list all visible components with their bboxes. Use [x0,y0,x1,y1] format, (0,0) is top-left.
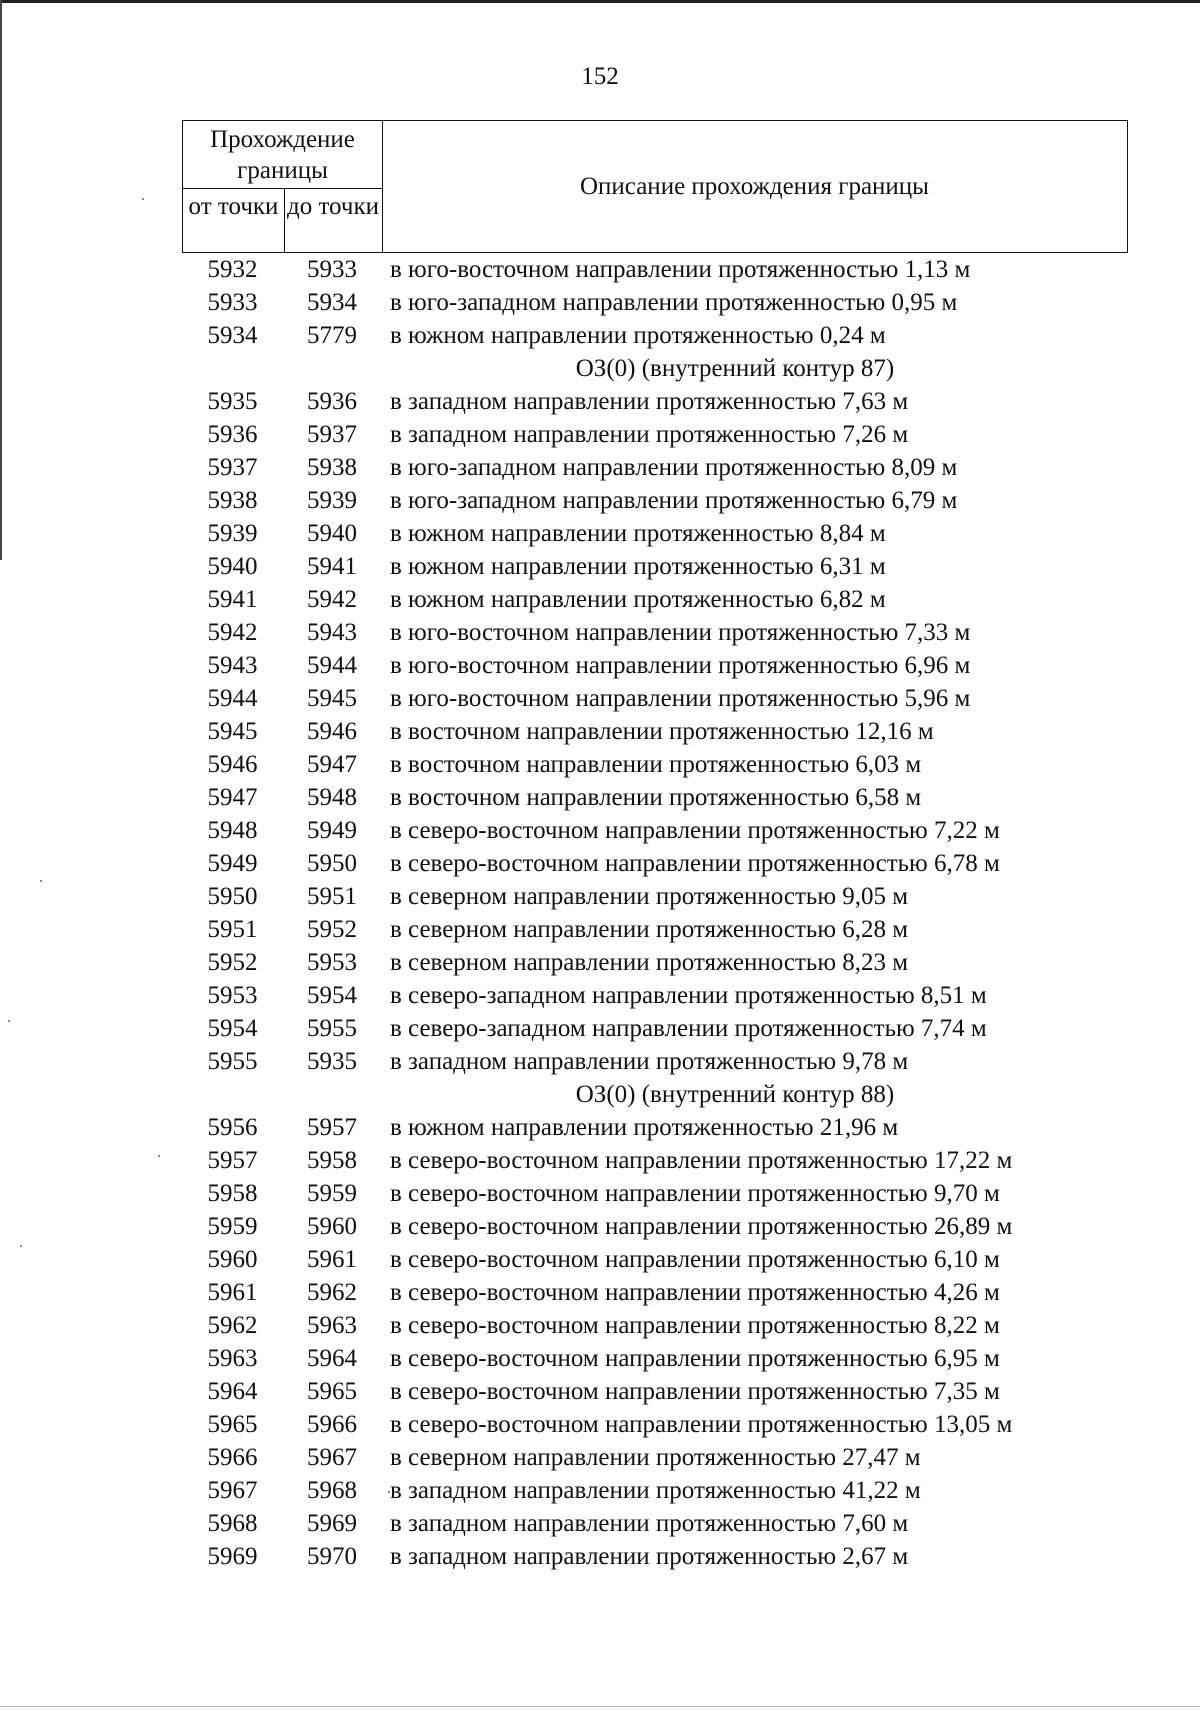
from-point-cell: 5965 [207,1411,258,1438]
description-cell: в юго-восточном направлении протяженностью 7,33 м [390,619,971,646]
header-from-point: от точки [188,193,279,220]
from-point-cell: 5933 [207,289,258,316]
to-point-cell: 5938 [307,454,357,481]
to-point-cell: 5964 [307,1345,357,1372]
table-row [182,748,1128,781]
header-to-point: до точки [286,193,380,220]
from-point-cell: 5950 [207,883,258,910]
from-point-cell: 5946 [207,751,258,778]
header-passage: Прохождение границы [210,126,355,184]
description-cell: в северо-восточном направлении протяженностью 7,35 м [390,1378,1000,1405]
table-row [182,1408,1128,1441]
description-cell: в северном направлении протяженностью 8,23 м [390,949,909,976]
from-point-cell: 5963 [207,1345,258,1372]
to-point-cell: 5965 [307,1378,357,1405]
table-row [182,649,1128,682]
table-row [182,847,1128,880]
description-cell: в юго-западном направлении протяженностью 0,95 м [390,289,958,316]
table-row [182,1507,1128,1540]
description-cell: в западном направлении протяженностью 41,22 м [390,1477,921,1504]
description-cell: в юго-западном направлении протяженностью 8,09 м [390,454,958,481]
table-row [182,1210,1128,1243]
description-cell: в северном направлении протяженностью 9,05 м [390,883,909,910]
from-point-cell: 5957 [207,1147,258,1174]
description-cell: в северо-восточном направлении протяженностью 9,70 м [390,1180,1000,1207]
to-point-cell: 5942 [307,586,357,613]
description-cell: в северо-восточном направлении протяженностью 8,22 м [390,1312,1000,1339]
scan-bottom-edge [0,1706,1200,1707]
table-row [182,319,1128,352]
from-point-cell: 5961 [207,1279,258,1306]
page-number: 152 [581,63,619,90]
description-cell: в северо-восточном направлении протяженностью 4,26 м [390,1279,1000,1306]
to-point-cell: 5968 [307,1477,357,1504]
from-point-cell: 5951 [207,916,258,943]
header-divider [183,188,382,189]
table-row [182,583,1128,616]
to-point-cell: 5947 [307,751,357,778]
table-row [182,1177,1128,1210]
to-point-cell: 5779 [307,322,357,349]
to-point-cell: 5941 [307,553,357,580]
header-description: Описание прохождения границы [580,173,929,200]
table-row [182,1441,1128,1474]
table-header [182,120,1128,253]
description-cell: в северо-восточном направлении протяженностью 6,78 м [390,850,1000,877]
from-point-cell: 5966 [207,1444,258,1471]
description-cell: в восточном направлении протяженностью 6,03 м [390,751,922,778]
from-point-cell: 5953 [207,982,258,1009]
table-row [182,1474,1128,1507]
to-point-cell: 5939 [307,487,357,514]
from-point-cell: 5945 [207,718,258,745]
from-point-cell: 5941 [207,586,258,613]
to-point-cell: 5946 [307,718,357,745]
table-row [182,517,1128,550]
description-cell: в южном направлении протяженностью 21,96 м [390,1114,899,1141]
description-cell: в западном направлении протяженностью 7,63 м [390,388,909,415]
from-point-cell: 5942 [207,619,258,646]
table-row [182,781,1128,814]
table-row [182,682,1128,715]
scan-speck [20,1245,22,1247]
from-point-cell: 5932 [207,256,258,283]
table-row [182,1375,1128,1408]
to-point-cell: 5957 [307,1114,357,1141]
table-row [182,385,1128,418]
table-row [182,1540,1128,1573]
from-point-cell: 5943 [207,652,258,679]
description-cell: в северо-восточном направлении протяженностью 7,22 м [390,817,1000,844]
boundary-table [182,120,1128,1573]
description-cell: в северо-восточном направлении протяженностью 26,89 м [390,1213,1013,1240]
from-point-cell: 5935 [207,388,258,415]
description-cell: в восточном направлении протяженностью 12,16 м [390,718,934,745]
to-point-cell: 5945 [307,685,357,712]
to-point-cell: 5958 [307,1147,357,1174]
description-cell: в северо-восточном направлении протяженностью 17,22 м [390,1147,1013,1174]
table-row [182,913,1128,946]
table-row [182,946,1128,979]
table-row [182,550,1128,583]
to-point-cell: 5969 [307,1510,357,1537]
description-cell: в северо-западном направлении протяженностью 7,74 м [390,1015,987,1042]
to-point-cell: 5955 [307,1015,357,1042]
table-row [182,715,1128,748]
table-row [182,880,1128,913]
section-heading: ОЗ(0) (внутренний контур 88) [575,1081,895,1108]
table-row [182,1045,1128,1078]
table-row [182,1144,1128,1177]
to-point-cell: 5936 [307,388,357,415]
to-point-cell: 5940 [307,520,357,547]
to-point-cell: 5937 [307,421,357,448]
to-point-cell: 5959 [307,1180,357,1207]
table-row [182,451,1128,484]
from-point-cell: 5962 [207,1312,258,1339]
from-point-cell: 5952 [207,949,258,976]
to-point-cell: 5934 [307,289,357,316]
to-point-cell: 5948 [307,784,357,811]
from-point-cell: 5960 [207,1246,258,1273]
table-row [182,286,1128,319]
scan-speck [142,198,144,200]
from-point-cell: 5948 [207,817,258,844]
description-cell: в южном направлении протяженностью 0,24 м [390,322,886,349]
description-cell: в юго-восточном направлении протяженностью 1,13 м [390,256,971,283]
description-cell: в северном направлении протяженностью 6,28 м [390,916,909,943]
to-point-cell: 5954 [307,982,357,1009]
from-point-cell: 5947 [207,784,258,811]
to-point-cell: 5966 [307,1411,357,1438]
table-row [182,1111,1128,1144]
to-point-cell: 5961 [307,1246,357,1273]
to-point-cell: 5944 [307,652,357,679]
to-point-cell: 5962 [307,1279,357,1306]
from-point-cell: 5936 [207,421,258,448]
description-cell: в северо-восточном направлении протяженностью 13,05 м [390,1411,1013,1438]
description-cell: в юго-западном направлении протяженностью 6,79 м [390,487,958,514]
from-point-cell: 5938 [207,487,258,514]
to-point-cell: 5967 [307,1444,357,1471]
table-row [182,1309,1128,1342]
from-point-cell: 5944 [207,685,258,712]
table-row [182,979,1128,1012]
description-cell: в восточном направлении протяженностью 6,58 м [390,784,922,811]
description-cell: в северо-восточном направлении протяженностью 6,95 м [390,1345,1000,1372]
table-row [182,418,1128,451]
table-row [182,253,1128,286]
table-row [182,1012,1128,1045]
description-cell: в южном направлении протяженностью 6,31 м [390,553,886,580]
to-point-cell: 5960 [307,1213,357,1240]
from-point-cell: 5964 [207,1378,258,1405]
description-cell: в южном направлении протяженностью 8,84 м [390,520,886,547]
from-point-cell: 5959 [207,1213,258,1240]
from-point-cell: 5969 [207,1543,258,1570]
description-cell: в южном направлении протяженностью 6,82 м [390,586,886,613]
to-point-cell: 5935 [307,1048,357,1075]
description-cell: в юго-восточном направлении протяженностью 6,96 м [390,652,971,679]
from-point-cell: 5955 [207,1048,258,1075]
from-point-cell: 5968 [207,1510,258,1537]
to-point-cell: 5949 [307,817,357,844]
from-point-cell: 5939 [207,520,258,547]
table-row [182,1276,1128,1309]
description-cell: в западном направлении протяженностью 7,60 м [390,1510,909,1537]
table-row [182,814,1128,847]
scan-top-edge [0,0,1200,3]
description-cell: в юго-восточном направлении протяженностью 5,96 м [390,685,971,712]
from-point-cell: 5958 [207,1180,258,1207]
section-heading: ОЗ(0) (внутренний контур 87) [575,355,895,382]
table-row [182,1342,1128,1375]
to-point-cell: 5970 [307,1543,357,1570]
scan-speck [8,1020,10,1022]
from-point-cell: 5937 [207,454,258,481]
description-cell: в западном направлении протяженностью 7,26 м [390,421,909,448]
from-point-cell: 5956 [207,1114,258,1141]
description-cell: в западном направлении протяженностью 9,78 м [390,1048,909,1075]
scan-speck [40,880,42,882]
from-point-cell: 5967 [207,1477,258,1504]
description-cell: в северном направлении протяженностью 27,47 м [390,1444,921,1471]
to-point-cell: 5953 [307,949,357,976]
from-point-cell: 5940 [207,553,258,580]
to-point-cell: 5943 [307,619,357,646]
description-cell: в западном направлении протяженностью 2,67 м [390,1543,909,1570]
to-point-cell: 5950 [307,850,357,877]
from-point-cell: 5949 [207,850,258,877]
to-point-cell: 5951 [307,883,357,910]
description-cell: в северо-восточном направлении протяженностью 6,10 м [390,1246,1000,1273]
to-point-cell: 5963 [307,1312,357,1339]
table-row [182,616,1128,649]
table-row [182,484,1128,517]
scan-speck [158,1155,160,1157]
from-point-cell: 5934 [207,322,258,349]
to-point-cell: 5933 [307,256,357,283]
from-point-cell: 5954 [207,1015,258,1042]
table-body [182,253,1128,1573]
to-point-cell: 5952 [307,916,357,943]
description-cell: в северо-западном направлении протяженностью 8,51 м [390,982,987,1009]
table-row [182,1243,1128,1276]
